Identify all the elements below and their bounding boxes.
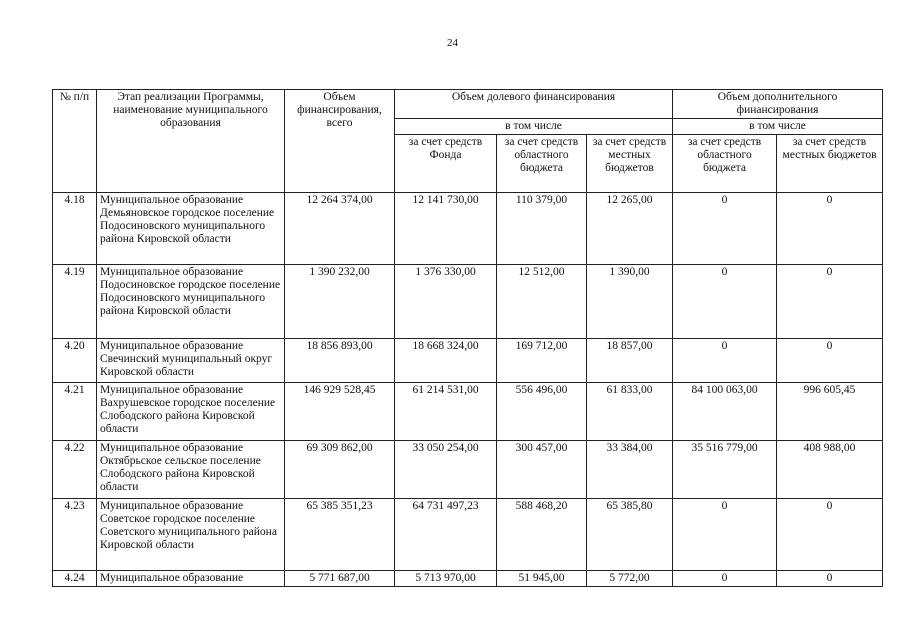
row-total: 12 264 374,00	[285, 193, 395, 265]
table-row	[53, 265, 883, 339]
row-number: 4.18	[53, 193, 97, 265]
table-row	[53, 339, 883, 383]
row-local: 65 385,80	[587, 499, 673, 571]
header-shared-including: в том числе	[395, 119, 673, 135]
row-local: 12 265,00	[587, 193, 673, 265]
row-fund: 18 668 324,00	[395, 339, 497, 383]
row-name: Муниципальное образование Демьяновское городское поселение Подосиновского муниципального района Кировской области	[97, 193, 285, 265]
row-total: 65 385 351,23	[285, 499, 395, 571]
row-add-local: 0	[777, 339, 883, 383]
row-number: 4.21	[53, 383, 97, 441]
row-add-local: 0	[777, 571, 883, 587]
header-additional-including: в том числе	[673, 119, 883, 135]
row-number: 4.20	[53, 339, 97, 383]
row-fund: 12 141 730,00	[395, 193, 497, 265]
header-stage: Этап реализации Программы, наименование муниципального образования	[97, 90, 285, 193]
row-local: 33 384,00	[587, 441, 673, 499]
row-add-regional: 0	[673, 265, 777, 339]
row-number: 4.19	[53, 265, 97, 339]
row-name: Муниципальное образование	[97, 571, 285, 587]
row-fund: 61 214 531,00	[395, 383, 497, 441]
row-regional: 588 468,20	[497, 499, 587, 571]
row-add-regional: 35 516 779,00	[673, 441, 777, 499]
row-regional: 169 712,00	[497, 339, 587, 383]
row-total: 18 856 893,00	[285, 339, 395, 383]
row-total: 69 309 862,00	[285, 441, 395, 499]
table-row	[53, 441, 883, 499]
table-body	[53, 193, 883, 587]
row-add-local: 996 605,45	[777, 383, 883, 441]
header-fund: за счет средств Фонда	[395, 135, 497, 193]
row-regional: 110 379,00	[497, 193, 587, 265]
row-regional: 300 457,00	[497, 441, 587, 499]
header-regional: за счет средств областного бюджета	[497, 135, 587, 193]
row-number: 4.24	[53, 571, 97, 587]
header-additional: Объем дополнительного финансирования	[673, 90, 883, 119]
row-add-regional: 0	[673, 193, 777, 265]
row-add-local: 0	[777, 193, 883, 265]
row-regional: 51 945,00	[497, 571, 587, 587]
row-total: 5 771 687,00	[285, 571, 395, 587]
table-row	[53, 193, 883, 265]
row-local: 61 833,00	[587, 383, 673, 441]
header-add-local: за счет средств местных бюджетов	[777, 135, 883, 193]
row-name: Муниципальное образование Свечинский муниципальный округ Кировской области	[97, 339, 285, 383]
row-add-local: 0	[777, 265, 883, 339]
table-row	[53, 499, 883, 571]
header-shared: Объем долевого финансирования	[395, 90, 673, 119]
header-local: за счет средств местных бюджетов	[587, 135, 673, 193]
row-regional: 556 496,00	[497, 383, 587, 441]
row-total: 146 929 528,45	[285, 383, 395, 441]
table-row	[53, 571, 883, 587]
row-fund: 33 050 254,00	[395, 441, 497, 499]
header-num: № п/п	[53, 90, 97, 193]
row-fund: 1 376 330,00	[395, 265, 497, 339]
header-add-regional: за счет средств областного бюджета	[673, 135, 777, 193]
row-name: Муниципальное образование Советское городское поселение Советского муниципального района Кировской области	[97, 499, 285, 571]
row-number: 4.22	[53, 441, 97, 499]
row-add-local: 0	[777, 499, 883, 571]
row-add-regional: 0	[673, 339, 777, 383]
row-add-local: 408 988,00	[777, 441, 883, 499]
row-number: 4.23	[53, 499, 97, 571]
row-name: Муниципальное образование Вахрушевское городское поселение Слободского района Кировской области	[97, 383, 285, 441]
row-fund: 5 713 970,00	[395, 571, 497, 587]
row-add-regional: 0	[673, 571, 777, 587]
row-name: Муниципальное образование Подосиновское городское поселение Подосиновского муниципального района Кировской области	[97, 265, 285, 339]
row-regional: 12 512,00	[497, 265, 587, 339]
row-add-regional: 0	[673, 499, 777, 571]
row-total: 1 390 232,00	[285, 265, 395, 339]
row-local: 1 390,00	[587, 265, 673, 339]
financing-table	[52, 89, 883, 587]
row-local: 5 772,00	[587, 571, 673, 587]
row-local: 18 857,00	[587, 339, 673, 383]
row-name: Муниципальное образование Октябрьское сельское поселение Слободского района Кировской области	[97, 441, 285, 499]
row-add-regional: 84 100 063,00	[673, 383, 777, 441]
page-number: 24	[447, 37, 458, 49]
header-total: Объем финансирования, всего	[285, 90, 395, 193]
table-row	[53, 383, 883, 441]
row-fund: 64 731 497,23	[395, 499, 497, 571]
